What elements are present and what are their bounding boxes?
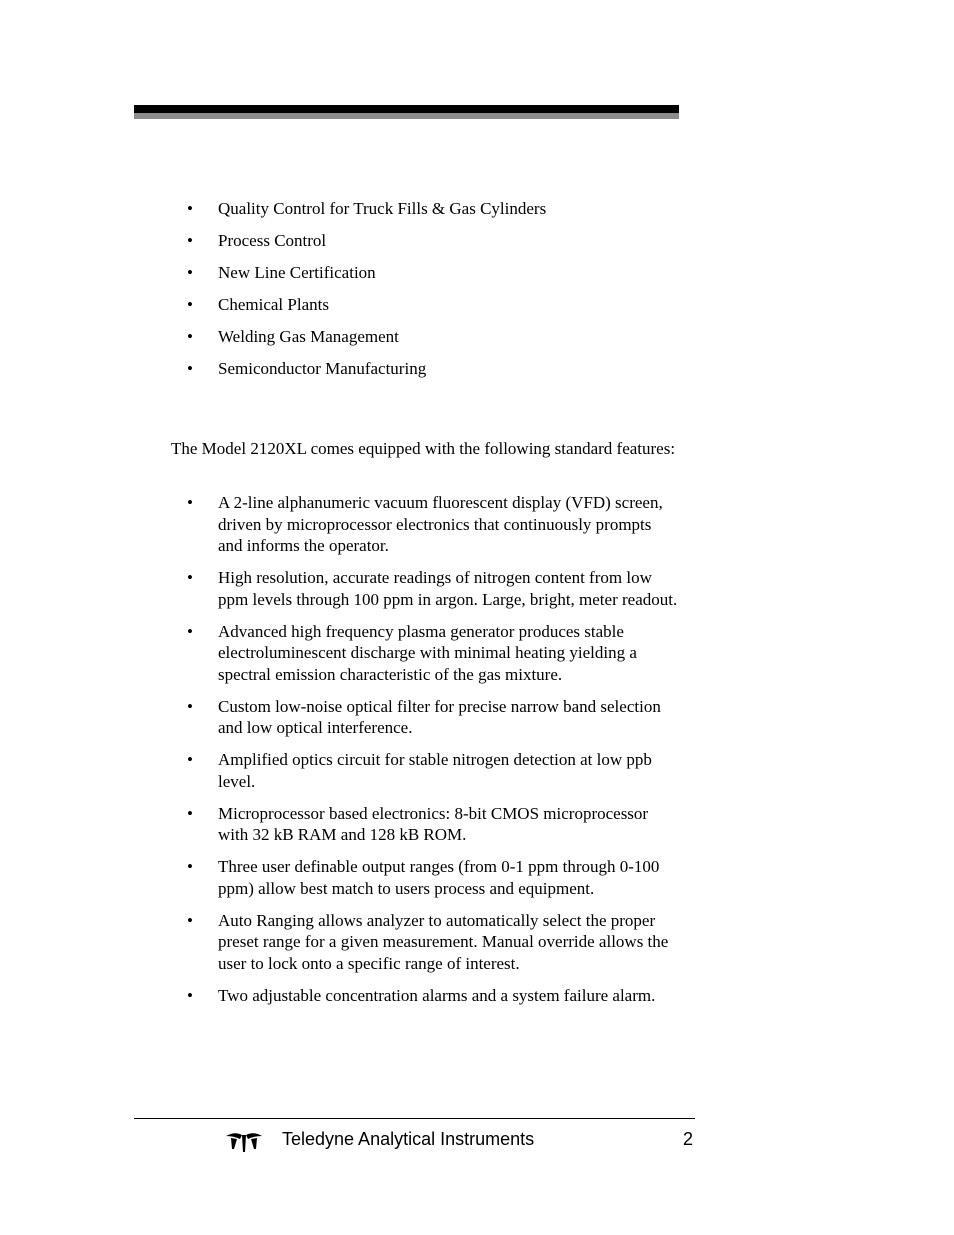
bullet: • (187, 621, 193, 641)
bullet: • (187, 327, 193, 346)
footer-company: Teledyne Analytical Instruments (282, 1129, 535, 1149)
footer-rule (134, 1118, 695, 1119)
list-item (0, 803, 680, 846)
bullet: • (187, 750, 193, 769)
list-item-text: Three user definable output ranges (from 0-1 ppm through 0-100 ppm) allow best match to users process and equipment. (218, 857, 660, 898)
list-item (0, 492, 680, 557)
features-list (0, 492, 680, 1017)
list-item-text: Advanced high frequency plasma generator produces stable electroluminescent discharge with minimal heating yielding a spectral emission characteristic of the gas mixture. (218, 621, 637, 684)
list-item (0, 856, 680, 899)
list-item (0, 910, 680, 975)
bullet: • (187, 696, 193, 716)
page-number: 2 (683, 1129, 694, 1149)
list-item-text: Semiconductor Manufacturing (218, 359, 427, 378)
list-item (0, 262, 680, 284)
bullet: • (187, 803, 193, 823)
header-rule-gray (134, 113, 679, 119)
list-item (0, 230, 680, 252)
bullet: • (187, 263, 193, 282)
teledyne-logo-icon (226, 1130, 262, 1152)
list-item (0, 358, 680, 380)
bullet: • (187, 493, 193, 512)
bullet: • (187, 199, 193, 218)
bullet: • (187, 295, 193, 314)
header-rule-black (134, 105, 679, 113)
list-item-text: Custom low-noise optical filter for precise narrow band selection and low optical interference. (218, 696, 661, 737)
applications-list (0, 198, 680, 390)
list-item (0, 294, 680, 316)
list-item (0, 696, 680, 739)
list-item (0, 621, 680, 686)
list-item-text: New Line Certification (218, 263, 376, 282)
list-item-text: Two adjustable concentration alarms and a system failure alarm. (218, 985, 656, 1005)
intro-paragraph: The Model 2120XL comes equipped with the following standard features: (171, 439, 676, 458)
list-item-text: Amplified optics circuit for stable nitrogen detection at low ppb level. (218, 750, 652, 791)
list-item-text: A 2-line alphanumeric vacuum fluorescent display (VFD) screen, driven by microprocessor electronics that continuously prompts and informs the operator. (218, 493, 663, 555)
list-item-text: Quality Control for Truck Fills & Gas Cylinders (218, 199, 547, 218)
list-item-text: Process Control (218, 231, 327, 250)
list-item-text: Microprocessor based electronics: 8-bit CMOS microprocessor with 32 kB RAM and 128 kB ROM. (218, 803, 649, 844)
list-item (0, 985, 680, 1007)
list-item (0, 198, 680, 220)
list-item-text: High resolution, accurate readings of nitrogen content from low ppm levels through 100 ppm in argon. Large, bright, meter readout. (218, 568, 678, 609)
list-item (0, 749, 680, 792)
list-item-text: Auto Ranging allows analyzer to automatically select the proper preset range for a given measurement. Manual override allows the user to lock onto a specific range of interest. (218, 910, 669, 973)
bullet: • (187, 985, 193, 1005)
list-item-text: Welding Gas Management (218, 327, 399, 346)
list-item-text: Chemical Plants (218, 295, 329, 314)
list-item (0, 326, 680, 348)
bullet: • (187, 568, 193, 587)
bullet: • (187, 910, 193, 930)
bullet: • (187, 359, 193, 378)
bullet: • (187, 231, 193, 250)
list-item (0, 567, 680, 610)
bullet: • (187, 857, 193, 876)
